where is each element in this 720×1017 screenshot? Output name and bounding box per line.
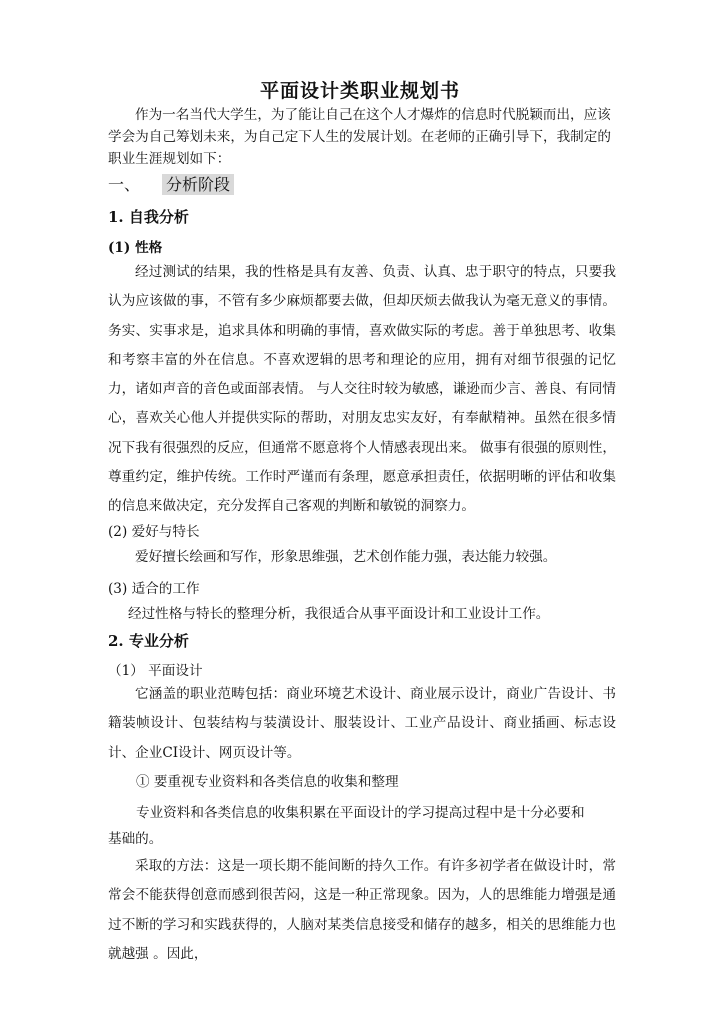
personality-paragraph: 经过测试的结果，我的性格是具有友善、负责、认真、忠于职守的特点，只要我认为应该做的事，不管有多少麻烦都要去做，但却厌烦去做我认为毫无意义的事情。 务实、实事求是，追求具体和明确的事情，喜欢做实际的考虑。善于单独思考、收集和考察丰富的外在信息。不喜欢逻辑的思考和理论的应用，拥有对细节很强的记忆力，诸如声音的音色或面部表情。 与人交往时较为敏感，谦逊而少言、善良、有同情心，喜欢关心他人并提供实际的帮助，对朋友忠实友好，有奉献精神。虽然在很多情况下我有很强烈的反应，但通常不愿意将个人情感表现出来。 做事有很强的原则性，尊重约定，维护传统。工作时严谨而有条理，愿意承担责任，依据明晰的评估和收集的信息来做决定，充分发挥自己客观的判断和敏锐的洞察力。 — [108, 264, 616, 515]
section-label: 分析阶段 — [162, 174, 234, 195]
suitable-work-text: 经过性格与特长的整理分析，我很适合从事平面设计和工业设计工作。 — [128, 606, 550, 622]
section-heading-analysis — [108, 172, 234, 195]
method-paragraph: 采取的方法：这是一项长期不能间断的持久工作。有许多初学者在做设计时，常常会不能获得创意而感到很苦闷，这是一种正常现象。因为，人的思维能力增强是通过不断的学习和实践获得的，人脑对某类信息接受和储存的越多，相关的思维能力也就越强 。因此， — [108, 858, 616, 962]
collect-line-1: 专业资料和各类信息的收集积累在平面设计的学习提高过程中是十分必要和 — [136, 805, 585, 821]
heading-personality: (1) 性格 — [108, 240, 163, 256]
heading-suitable-work: (3) 适合的工作 — [108, 581, 200, 597]
heading-graphic-design: （1） 平面设计 — [108, 663, 203, 679]
collect-line-2: 基础的。 — [108, 831, 163, 847]
hobbies-text: 爱好擅长绘画和写作，形象思维强，艺术创作能力强，表达能力较强。 — [135, 549, 557, 565]
intro-paragraph: 作为一名当代大学生，为了能让自己在这个人才爆炸的信息时代脱颖而出，应该学会为自己筹划未来，为自己定下人生的发展计划。在老师的正确引导下，我制定的职业生涯规划如下： — [108, 107, 611, 167]
graphic-design-paragraph: 它涵盖的职业范畴包括：商业环境艺术设计、商业展示设计，商业广告设计、书籍装帧设计、包装结构与装潢设计、服装设计、工业产品设计、商业插画、标志设计、企业CI设计、网页设计等。 — [108, 686, 616, 761]
heading-self-analysis: 1. 自我分析 — [108, 208, 189, 226]
item-heading-collect: ① 要重视专业资料和各类信息的收集和整理 — [136, 774, 399, 790]
heading-hobbies: (2) 爱好与特长 — [108, 524, 200, 540]
section-number: 一、 — [108, 175, 141, 194]
heading-major-analysis: 2. 专业分析 — [108, 632, 189, 650]
document-title: 平面设计类职业规划书 — [259, 80, 460, 102]
